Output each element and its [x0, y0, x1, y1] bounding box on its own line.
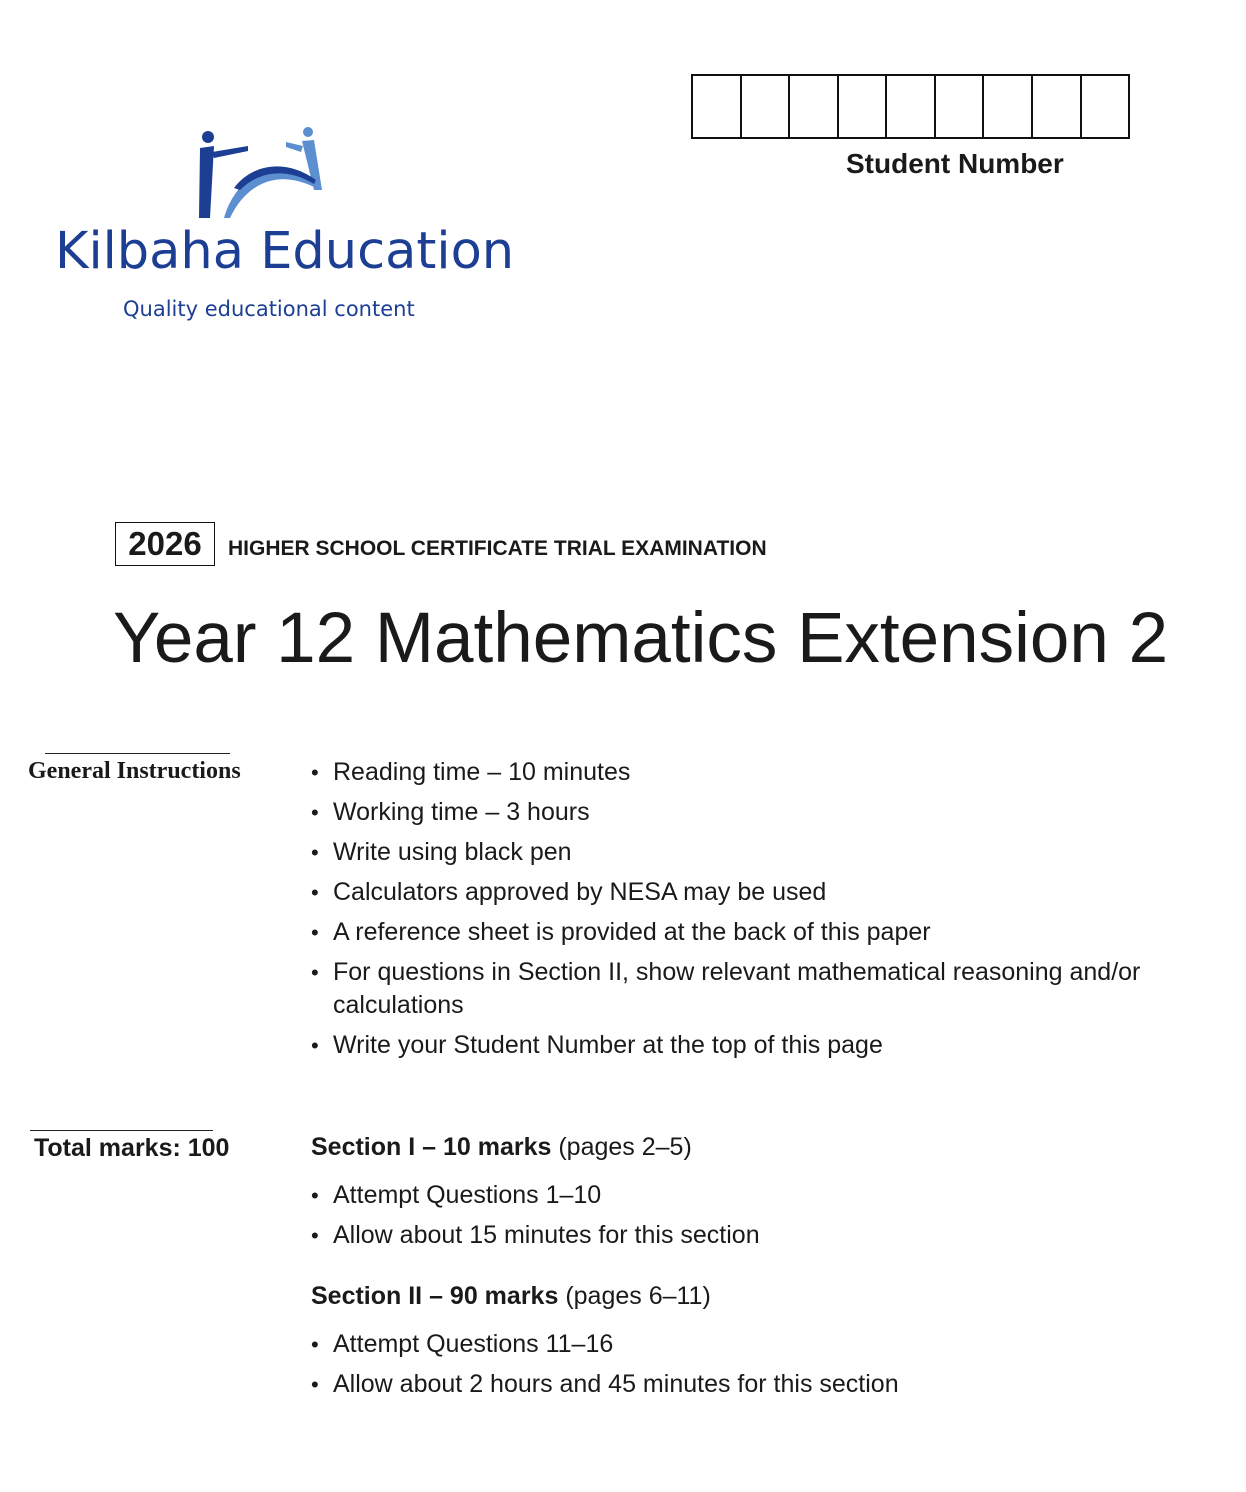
logo-name: Kilbaha Education	[55, 222, 515, 281]
student-number-digit-box[interactable]	[1082, 76, 1129, 137]
section-heading	[311, 1282, 711, 1311]
list-item: • A reference sheet is provided at the back of this paper	[308, 916, 1188, 949]
section-list	[308, 1179, 1188, 1259]
student-number-digit-box[interactable]	[887, 76, 936, 137]
student-number-boxes[interactable]	[691, 74, 1130, 139]
student-number-digit-box[interactable]	[839, 76, 888, 137]
student-number-digit-box[interactable]	[790, 76, 839, 137]
logo-tagline: Quality educational content	[123, 297, 415, 321]
section-list	[308, 1328, 1188, 1408]
section-title: Section I – 10 marks	[311, 1133, 552, 1161]
list-item: • Allow about 15 minutes for this section	[308, 1219, 1188, 1252]
section-pages: (pages 6–11)	[565, 1282, 711, 1310]
total-marks-label: Total marks: 100	[34, 1134, 230, 1162]
student-number-digit-box[interactable]	[693, 76, 742, 137]
divider	[30, 1130, 213, 1131]
divider	[45, 753, 230, 754]
section-title: Section II – 90 marks	[311, 1282, 559, 1310]
student-number-digit-box[interactable]	[984, 76, 1033, 137]
section-heading	[311, 1133, 692, 1162]
student-number-digit-box[interactable]	[742, 76, 791, 137]
list-item: • Allow about 2 hours and 45 minutes for this section	[308, 1368, 1188, 1401]
list-item: • Attempt Questions 1–10	[308, 1179, 1188, 1212]
kilbaha-logo-icon	[190, 124, 330, 222]
student-number-label: Student Number	[846, 148, 1064, 179]
exam-type: HIGHER SCHOOL CERTIFICATE TRIAL EXAMINATION	[228, 537, 767, 560]
exam-year: 2026	[115, 522, 215, 566]
list-item: • Write using black pen	[308, 836, 1188, 869]
list-item: • Reading time – 10 minutes	[308, 756, 1188, 789]
general-instructions-list	[308, 756, 1188, 1069]
list-item: • Working time – 3 hours	[308, 796, 1188, 829]
section-pages: (pages 2–5)	[558, 1133, 692, 1161]
list-item: • Calculators approved by NESA may be used	[308, 876, 1188, 909]
page-title: Year 12 Mathematics Extension 2	[113, 599, 1169, 678]
student-number-digit-box[interactable]	[936, 76, 985, 137]
list-item: • Write your Student Number at the top of this page	[308, 1029, 1188, 1062]
general-instructions-label: General Instructions	[28, 758, 241, 784]
list-item: • Attempt Questions 11–16	[308, 1328, 1188, 1361]
list-item: • For questions in Section II, show relevant mathematical reasoning and/or calculations	[308, 956, 1188, 1022]
student-number-digit-box[interactable]	[1033, 76, 1082, 137]
